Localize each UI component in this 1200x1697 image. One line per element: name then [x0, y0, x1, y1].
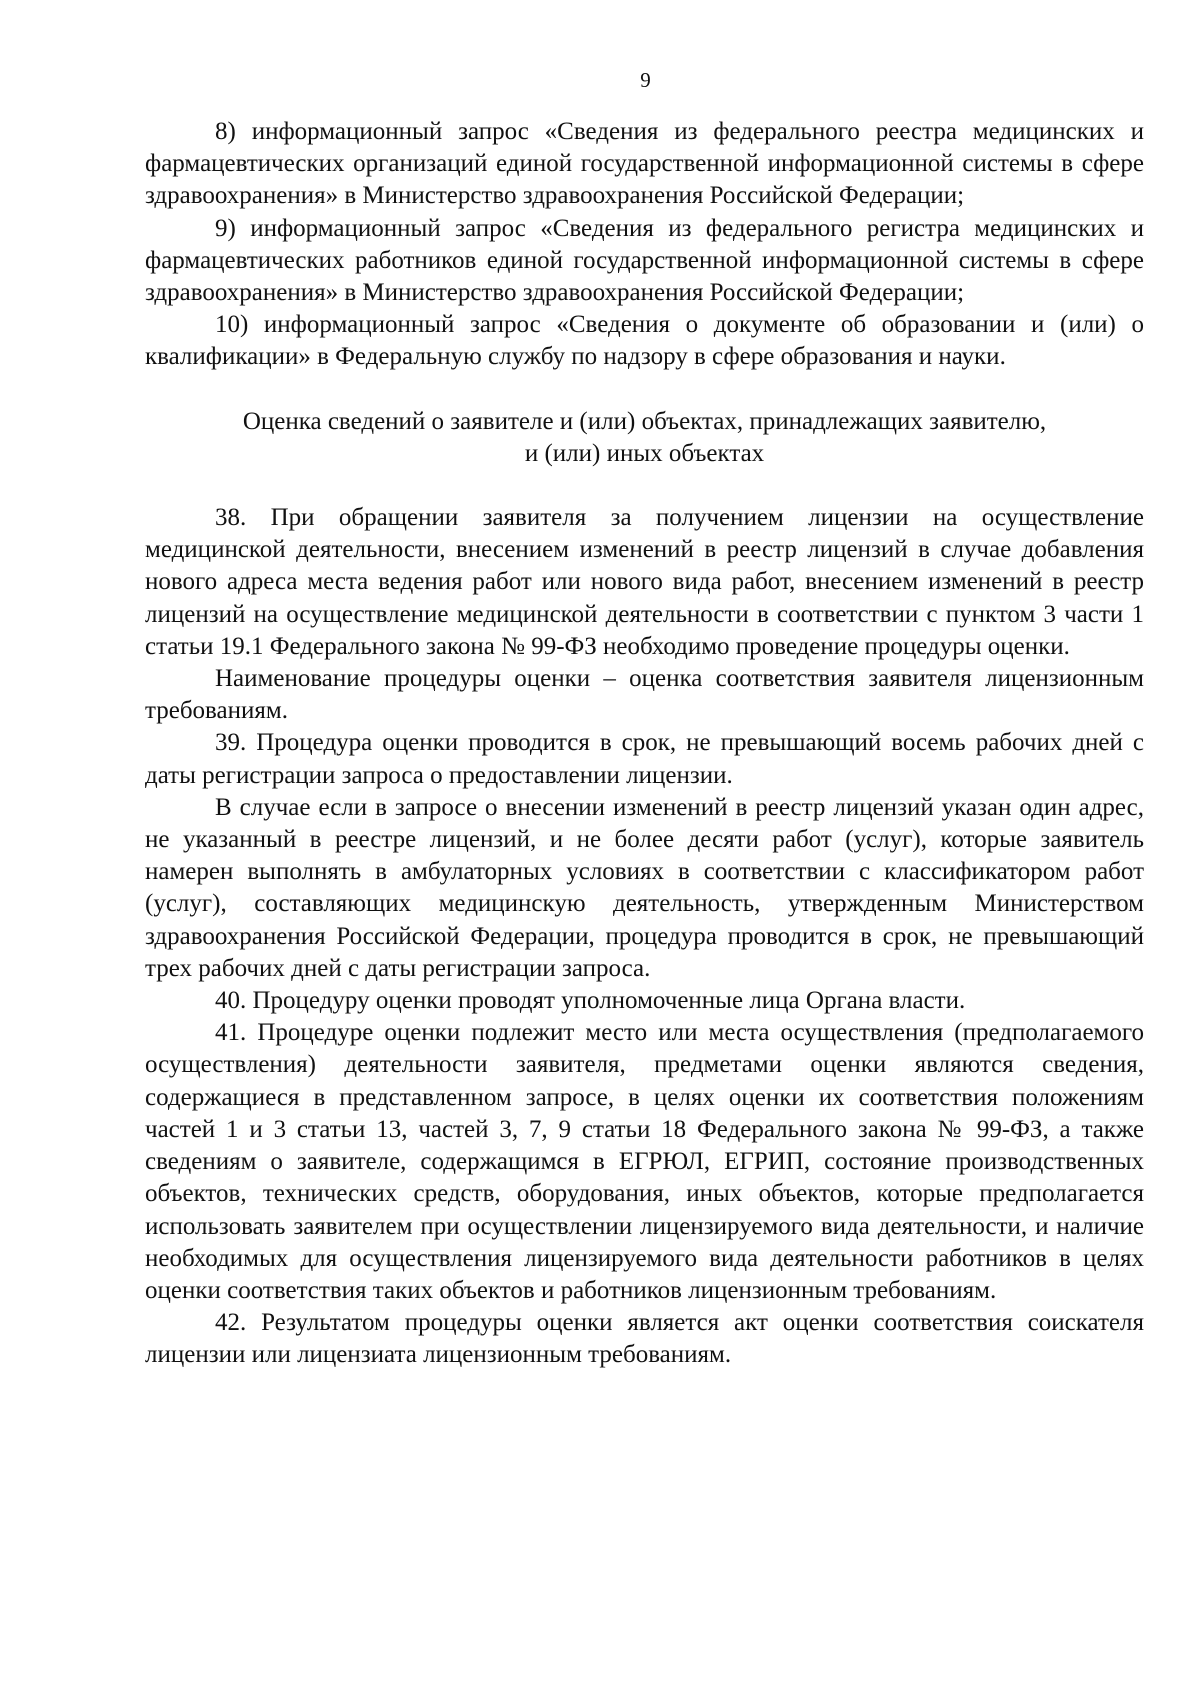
paragraph-38: 38. При обращении заявителя за получением лицензии на осуществление медицинской деятельности, внесением изменений в реестр лицензий в случае добавления нового адреса места ведения работ или нового вида работ, внесением изменений в реестр лицензий на осуществление медицинской деятельности в соответствии с пунктом 3 части 1 статьи 19.1 Федерального закона № 99-ФЗ необходимо проведение процедуры оценки.	[145, 504, 1144, 660]
paragraph-item-10: 10) информационный запрос «Сведения о документе об образовании и (или) о квалификации» в Федеральную службу по надзору в сфере образования и науки.	[145, 311, 1144, 371]
section-heading	[145, 406, 1144, 470]
paragraph-42: 42. Результатом процедуры оценки является акт оценки соответствия соискателя лицензии или лицензиата лицензионным требованиям.	[145, 1309, 1144, 1369]
section-heading-line-2: и (или) иных объектах	[524, 439, 765, 467]
section-heading-line-1: Оценка сведений о заявителе и (или) объектах, принадлежащих заявителю,	[242, 407, 1047, 435]
paragraph-40: 40. Процедуру оценки проводят уполномоченные лица Органа власти.	[215, 987, 966, 1015]
paragraph-procedure-name: Наименование процедуры оценки – оценка соответствия заявителя лицензионным требованиям.	[145, 665, 1144, 725]
paragraph-39-exception: В случае если в запросе о внесении изменений в реестр лицензий указан один адрес, не указанный в реестре лицензий, и не более десяти работ (услуг), которые заявитель намерен выполнять в амбулаторных условиях в соответствии с классификатором работ (услуг), составляющих медицинскую деятельность, утвержденным Министерством здравоохранения Российской Федерации, процедура проводится в срок, не превышающий трех рабочих дней с даты регистрации запроса.	[145, 793, 1144, 982]
paragraph-item-8: 8) информационный запрос «Сведения из федерального реестра медицинских и фармацевтических организаций единой государственной информационной системы в сфере здравоохранения» в Министерство здравоохранения Российской Федерации;	[145, 118, 1144, 210]
paragraph-39: 39. Процедура оценки проводится в срок, не превышающий восемь рабочих дней с даты регистрации запроса о предоставлении лицензии.	[145, 729, 1144, 789]
page-number: 9	[640, 68, 651, 92]
paragraph-41: 41. Процедуре оценки подлежит место или места осуществления (предполагаемого осуществления) деятельности заявителя, предметами оценки являются сведения, содержащиеся в представленном запросе, в целях оценки их соответствия положениям частей 1 и 3 статьи 13, частей 3, 7, 9 статьи 18 Федерального закона № 99-ФЗ, а также сведениям о заявителе, содержащимся в ЕГРЮЛ, ЕГРИП, состояние производственных объектов, технических средств, оборудования, иных объектов, которые предполагается использовать заявителем при осуществлении лицензируемого вида деятельности, и наличие необходимых для осуществления лицензируемого вида деятельности работников в целях оценки соответствия таких объектов и работников лицензионным требованиям.	[145, 1019, 1144, 1304]
paragraph-item-9: 9) информационный запрос «Сведения из федерального регистра медицинских и фармацевтических работников единой государственной информационной системы в сфере здравоохранения» в Министерство здравоохранения Российской Федерации;	[145, 214, 1144, 307]
